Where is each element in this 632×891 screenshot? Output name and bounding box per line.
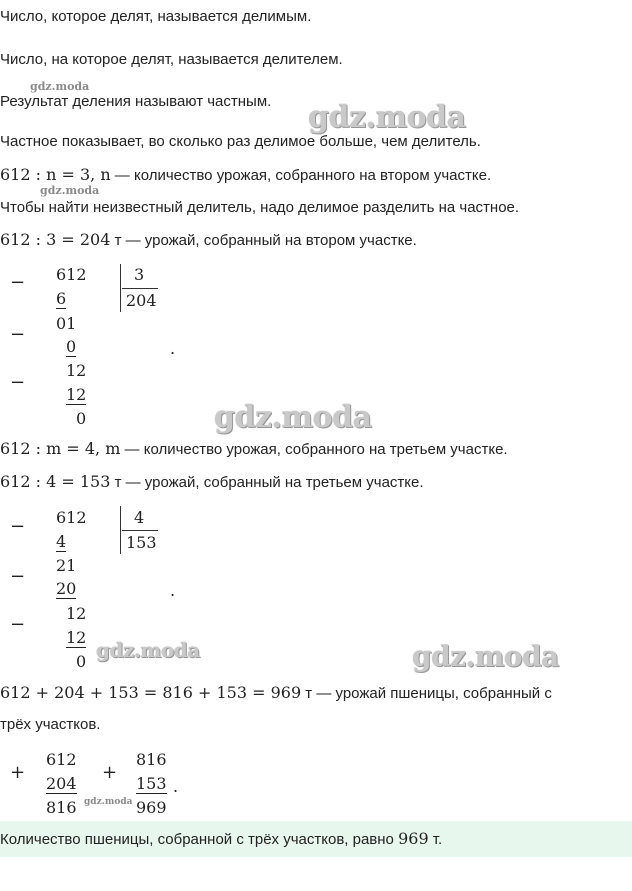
minus-sign: − [10,614,26,635]
answer-text-unit: т. [428,831,443,848]
sum: 816 [46,798,77,817]
equation-text: т — урожай, собранный на втором участке. [110,232,417,249]
remainder: 12 [66,604,87,623]
watermark-logo: gdz.moda [412,640,559,673]
answer-text [0,829,442,848]
equation-third-plot [0,440,508,459]
definition-divisor: Число, на которое делят, называется делителем. [0,51,343,68]
definition-quotient: Результат деления называют частным. [0,93,272,110]
watermark-logo: gdz.moda [308,100,466,135]
remainder: 01 [56,314,77,333]
quotient-line [122,530,158,531]
minus-sign: − [10,516,26,537]
rule-unknown-divisor: Чтобы найти неизвестный делитель, надо делимое разделить на частное. [0,199,520,216]
period: . [170,581,176,600]
quotient-line [122,288,158,289]
dividend: 612 [56,265,87,284]
subtrahend: 12 [66,385,87,404]
division-bar [120,264,121,312]
divisor: 3 [134,265,145,284]
equation-math: 612 : n = 3, n [0,165,111,184]
quotient: 153 [126,533,157,552]
equation-text: т — урожай, собранный на третьем участке. [110,474,424,491]
addend: 612 [46,750,77,769]
minus-sign: − [10,566,26,587]
equation-text: т — урожай пшеницы, собранный с [301,685,552,702]
subtrahend: 20 [56,579,77,598]
plus-sign: + [10,762,26,783]
minus-sign: − [10,324,26,345]
equation-math: 612 : 4 = 153 [0,472,111,491]
addend: 204 [46,774,77,793]
result-second-plot [0,231,417,250]
equation-math: 612 + 204 + 153 = 816 + 153 = 969 [0,683,302,702]
equation-math: 612 : m = 4, m [0,439,121,458]
minus-sign: − [10,372,26,393]
equation-second-plot [0,166,491,185]
remainder: 12 [66,361,87,380]
addend: 153 [136,774,167,793]
divisor: 4 [134,508,145,527]
dividend: 612 [56,508,87,527]
equation-text: — количество урожая, собранного на втором участке. [110,167,492,184]
watermark-logo: gdz.moda [96,638,200,662]
answer-number: 969 [398,829,429,848]
watermark-logo: gdz.moda [40,184,100,197]
division-bar [120,506,121,554]
watermark-logo: gdz.moda [214,400,372,435]
subtrahend: 12 [66,628,87,647]
total-harvest-equation [0,684,552,703]
minus-sign: − [10,272,26,293]
remainder: 21 [56,556,77,575]
watermark-logo: gdz.moda [30,80,90,93]
subtrahend: 6 [56,289,67,308]
quotient-explanation: Частное показывает, во сколько раз делимое больше, чем делитель. [0,133,481,150]
definition-dividend: Число, которое делят, называется делимым. [0,8,312,25]
plus-sign: + [102,762,118,783]
addend: 816 [136,750,167,769]
watermark-logo: gdz.moda [84,797,133,807]
total-harvest-continuation: трёх участков. [0,716,101,733]
subtrahend: 0 [66,337,77,356]
result-third-plot [0,473,424,492]
equation-text: — количество урожая, собранного на третьем участке. [120,441,508,458]
remainder: 0 [76,409,87,428]
remainder: 0 [76,652,87,671]
period: . [173,777,179,796]
sum: 969 [136,798,167,817]
equation-math: 612 : 3 = 204 [0,230,111,249]
answer-text-lead: Количество пшеницы, собранной с трёх участков, равно [0,831,399,848]
period: . [170,339,176,358]
quotient: 204 [126,291,157,310]
subtrahend: 4 [56,532,67,551]
